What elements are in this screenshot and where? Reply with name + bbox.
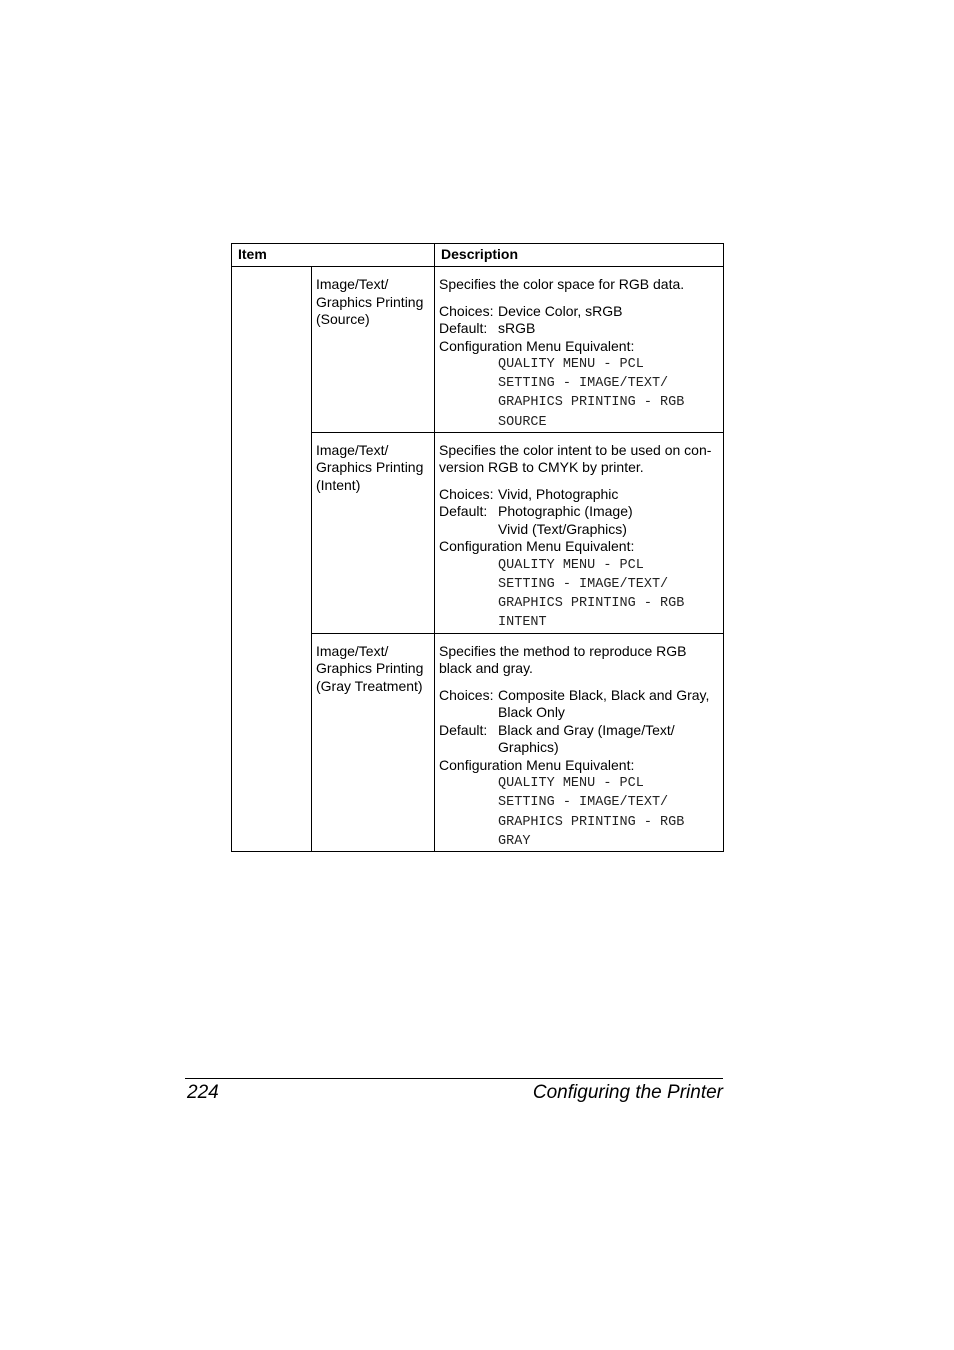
- default-value: sRGB: [498, 320, 536, 336]
- page-number: 224: [187, 1082, 219, 1103]
- item-name-line: Graphics Printing: [316, 660, 424, 677]
- menu-path-line: SETTING - IMAGE/TEXT/: [498, 795, 669, 811]
- item-name-line: Image/Text/: [316, 642, 389, 659]
- default-value-continued: Vivid (Text/Graphics): [498, 520, 627, 537]
- chapter-title: Configuring the Printer: [532, 1082, 723, 1103]
- item-name-cell: [312, 432, 435, 633]
- default-line: [439, 320, 720, 338]
- menu-path-line: GRAPHICS PRINTING - RGB: [498, 814, 685, 830]
- settings-table: [231, 243, 724, 852]
- description-cell: [435, 267, 724, 433]
- config-label: Configuration Menu Equivalent:: [439, 538, 635, 555]
- item-name-line: Graphics Printing: [316, 459, 424, 476]
- default-line: [439, 503, 720, 521]
- choices-label: Choices:: [439, 686, 494, 703]
- description-intro-line: Specifies the color intent to be used on con-: [439, 441, 712, 458]
- default-label: Default:: [439, 721, 488, 738]
- default-line: [439, 722, 720, 740]
- description-intro-line: Specifies the method to reproduce RGB: [439, 642, 687, 659]
- description-cell: [435, 432, 724, 633]
- item-name-line: (Intent): [316, 476, 361, 493]
- item-name-line: Image/Text/: [316, 441, 389, 458]
- menu-path-line: QUALITY MENU - PCL: [498, 557, 644, 573]
- choices-line: [439, 687, 720, 705]
- item-name-line: Image/Text/: [316, 276, 389, 292]
- default-label: Default:: [439, 503, 488, 520]
- description-intro: Specifies the color space for RGB data.: [439, 276, 685, 292]
- item-name-line: Graphics Printing: [316, 293, 424, 310]
- menu-path-line: GRAPHICS PRINTING - RGB: [498, 395, 685, 411]
- menu-path-line: GRAPHICS PRINTING - RGB: [498, 596, 685, 612]
- menu-path-line: SOURCE: [498, 414, 547, 430]
- choices-label: Choices:: [439, 302, 494, 319]
- menu-path-line: SETTING - IMAGE/TEXT/: [498, 577, 669, 593]
- choices-line: [439, 486, 720, 504]
- item-name-cell: [312, 633, 435, 851]
- footer-divider: [185, 1078, 723, 1079]
- menu-path-line: SETTING - IMAGE/TEXT/: [498, 376, 669, 392]
- item-name-line: (Source): [316, 311, 370, 327]
- choices-line: [439, 303, 720, 321]
- choices-label: Choices:: [439, 485, 494, 502]
- item-name-line: (Gray Treatment): [316, 677, 423, 694]
- description-intro-line: version RGB to CMYK by printer.: [439, 459, 644, 476]
- menu-path-line: INTENT: [498, 615, 547, 631]
- default-value: Black and Gray (Image/Text/: [498, 721, 675, 738]
- table-row: [232, 267, 724, 433]
- default-label: Default:: [439, 320, 488, 336]
- item-group-cell: [232, 267, 312, 852]
- config-label: Configuration Menu Equivalent:: [439, 337, 635, 354]
- menu-path-line: QUALITY MENU - PCL: [498, 776, 644, 792]
- config-label: Configuration Menu Equivalent:: [439, 756, 635, 773]
- choices-value: Composite Black, Black and Gray,: [498, 686, 710, 703]
- choices-value: Vivid, Photographic: [498, 485, 619, 502]
- menu-path-line: QUALITY MENU - PCL: [498, 357, 644, 372]
- default-value: Photographic (Image): [498, 503, 633, 520]
- menu-path-line: GRAY: [498, 833, 531, 849]
- header-description: Description: [435, 244, 724, 267]
- item-name-cell: [312, 267, 435, 433]
- description-intro-line: black and gray.: [439, 660, 533, 677]
- table-header-row: [232, 244, 724, 267]
- default-value-continued: Graphics): [498, 739, 559, 756]
- choices-value-continued: Black Only: [498, 704, 565, 721]
- choices-value: Device Color, sRGB: [498, 302, 623, 319]
- header-item: Item: [232, 244, 435, 267]
- description-cell: [435, 633, 724, 851]
